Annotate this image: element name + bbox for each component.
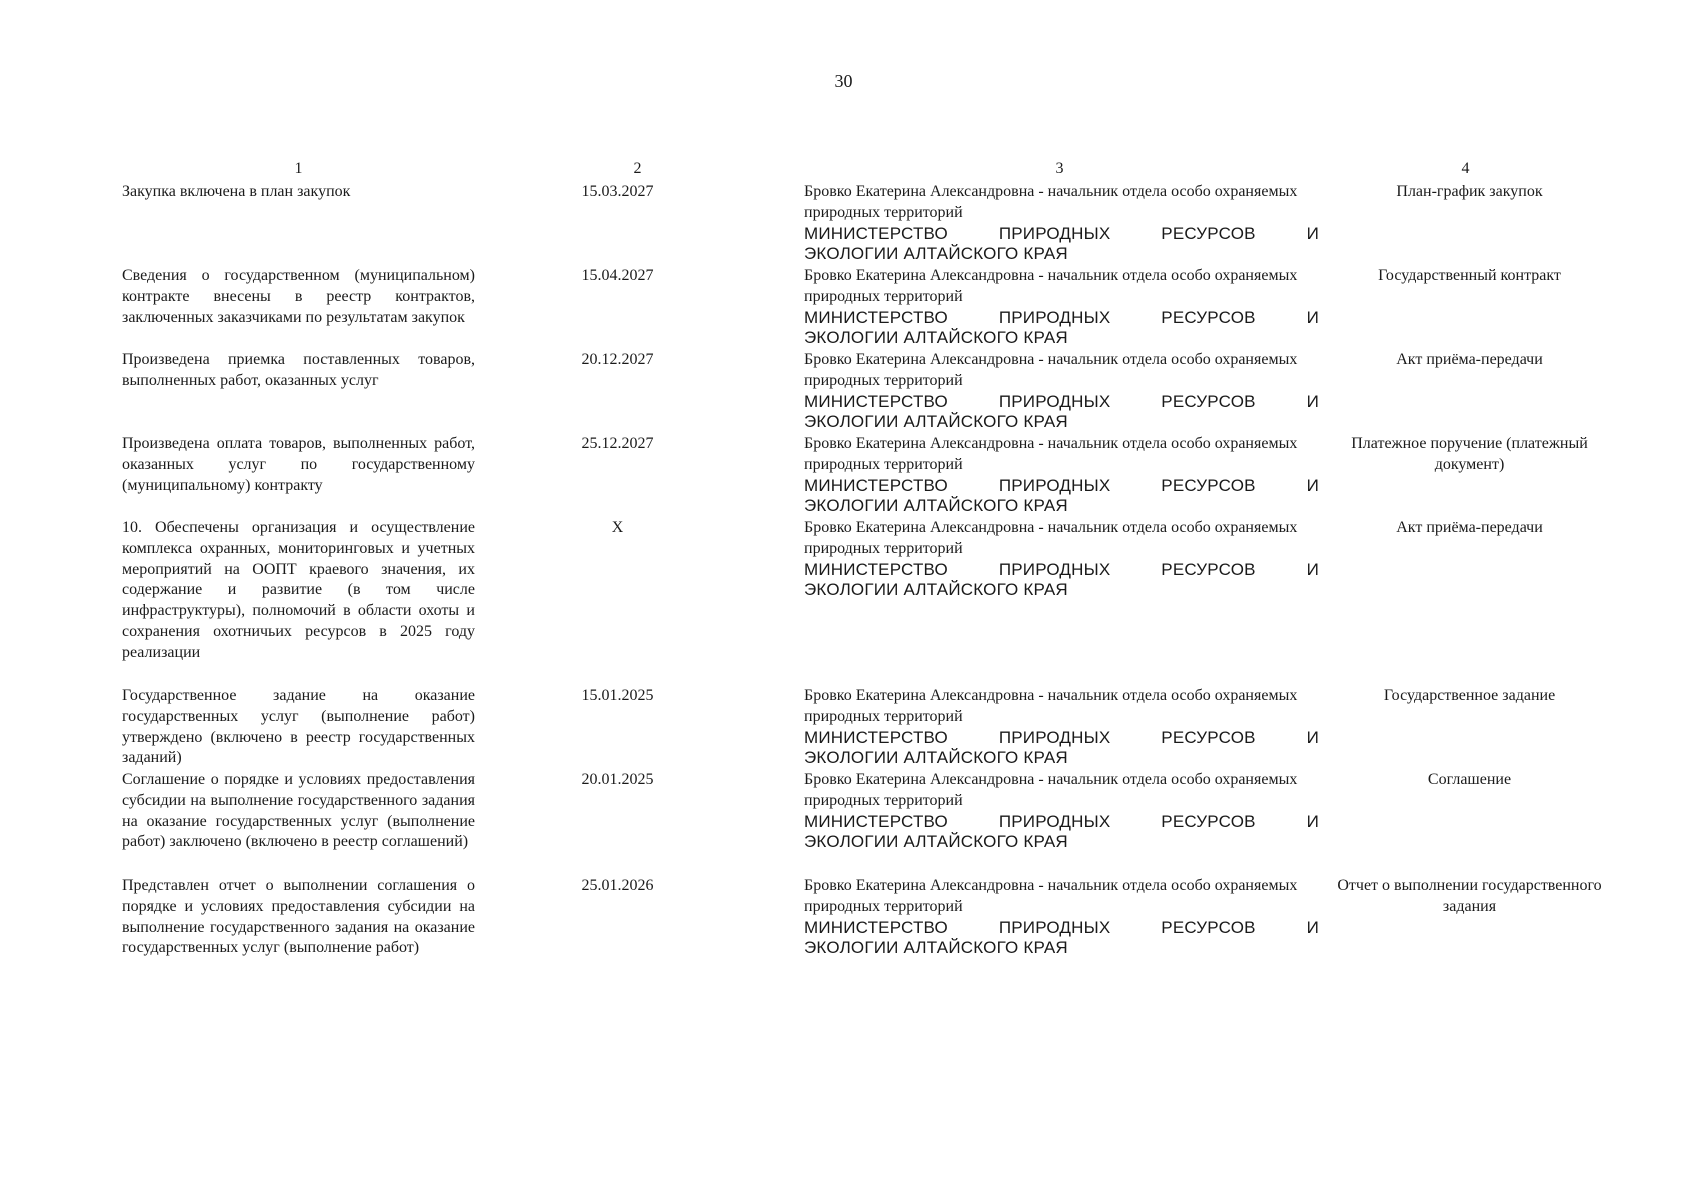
table-header-row — [122, 160, 1612, 182]
org-word: ПРИРОДНЫХ — [998, 811, 1111, 831]
org-word: МИНИСТЕРСТВО — [804, 811, 948, 831]
org-word: МИНИСТЕРСТВО — [804, 559, 948, 579]
event-cell: 10. Обеспечены организация и осуществление комплекса охранных, мониторинговых и учетных мероприятий на ООПТ краевого значения, их содержание и развитие (в том числе инфраструктуры), полномочий в области охоты и сохранения охотничьих ресурсов в 2025 году реализации — [122, 519, 475, 661]
org-word: МИНИСТЕРСТВО — [804, 475, 948, 495]
event-cell: Соглашение о порядке и условиях предоставления субсидии на выполнение государственного задания на оказание государственных услуг (выполнение работ) заключено (включено в реестр соглашений) — [122, 771, 475, 851]
org-line-2: ЭКОЛОГИИ АЛТАЙСКОГО КРАЯ — [804, 244, 1068, 264]
responsible-person: Бровко Екатерина Александровна - начальник отдела особо охраняемых природных территорий — [804, 519, 1298, 557]
deadline-cell: 25.01.2026 — [581, 877, 654, 894]
org-word: И — [1306, 559, 1319, 579]
org-word: ПРИРОДНЫХ — [998, 917, 1111, 937]
responsible-person: Бровко Екатерина Александровна - начальник отдела особо охраняемых природных территорий — [804, 435, 1298, 473]
org-word: И — [1306, 917, 1319, 937]
org-line-2: ЭКОЛОГИИ АЛТАЙСКОГО КРАЯ — [804, 328, 1068, 348]
responsible-person: Бровко Екатерина Александровна - начальник отдела особо охраняемых природных территорий — [804, 183, 1298, 221]
document-cell: Отчет о выполнении государственного задания — [1337, 877, 1602, 915]
org-word: РЕСУРСОВ — [1161, 475, 1256, 495]
responsible-cell — [800, 876, 1319, 982]
org-line-2: ЭКОЛОГИИ АЛТАЙСКОГО КРАЯ — [804, 938, 1068, 958]
table-row — [122, 266, 1612, 350]
organization-name — [804, 560, 1319, 602]
org-word: И — [1306, 811, 1319, 831]
organization-name — [804, 812, 1319, 854]
event-cell: Сведения о государственном (муниципальном) контракте внесены в реестр контрактов, заключенных заказчиками по результатам закупок — [122, 267, 475, 326]
table-row — [122, 434, 1612, 518]
organization-name — [804, 918, 1319, 960]
org-word: И — [1306, 223, 1319, 243]
table-row — [122, 182, 1612, 266]
org-word: ПРИРОДНЫХ — [998, 307, 1111, 327]
deadline-cell: 15.04.2027 — [581, 267, 654, 284]
deadline-cell: 15.03.2027 — [581, 183, 654, 200]
document-cell: План-график закупок — [1396, 183, 1543, 200]
org-word: ПРИРОДНЫХ — [998, 559, 1111, 579]
org-word: МИНИСТЕРСТВО — [804, 391, 948, 411]
deadline-cell: 20.01.2025 — [581, 771, 654, 788]
responsible-cell — [800, 434, 1319, 518]
org-word: РЕСУРСОВ — [1161, 391, 1256, 411]
event-cell: Представлен отчет о выполнении соглашения о порядке и условиях предоставления субсидии на выполнение государственного задания на оказание государственных услуг (выполнение работ) — [122, 877, 475, 957]
org-line-2: ЭКОЛОГИИ АЛТАЙСКОГО КРАЯ — [804, 412, 1068, 432]
column-header-2: 2 — [633, 160, 642, 177]
org-word: РЕСУРСОВ — [1161, 307, 1256, 327]
table-row — [122, 686, 1612, 770]
org-word: МИНИСТЕРСТВО — [804, 223, 948, 243]
document-cell: Акт приёма-передачи — [1396, 519, 1543, 536]
organization-name — [804, 476, 1319, 518]
org-word: И — [1306, 727, 1319, 747]
responsible-cell — [800, 770, 1319, 876]
responsible-person: Бровко Екатерина Александровна - начальник отдела особо охраняемых природных территорий — [804, 877, 1298, 915]
org-word: ПРИРОДНЫХ — [998, 475, 1111, 495]
event-cell: Закупка включена в план закупок — [122, 183, 351, 200]
org-word: РЕСУРСОВ — [1161, 727, 1256, 747]
org-line-2: ЭКОЛОГИИ АЛТАЙСКОГО КРАЯ — [804, 748, 1068, 768]
org-word: ПРИРОДНЫХ — [998, 727, 1111, 747]
responsible-cell — [800, 518, 1319, 686]
org-word: И — [1306, 391, 1319, 411]
document-cell: Государственный контракт — [1378, 267, 1561, 284]
table-row — [122, 770, 1612, 876]
org-word: РЕСУРСОВ — [1161, 223, 1256, 243]
table-row — [122, 876, 1612, 982]
document-cell: Платежное поручение (платежный документ) — [1351, 435, 1588, 473]
column-header-3: 3 — [1055, 160, 1064, 177]
deadline-cell: 15.01.2025 — [581, 687, 654, 704]
table-row — [122, 518, 1612, 686]
document-cell: Акт приёма-передачи — [1396, 351, 1543, 368]
table-row — [122, 350, 1612, 434]
schedule-table — [122, 160, 1612, 982]
document-cell: Государственное задание — [1383, 687, 1556, 704]
org-line-2: ЭКОЛОГИИ АЛТАЙСКОГО КРАЯ — [804, 496, 1068, 516]
org-word: МИНИСТЕРСТВО — [804, 727, 948, 747]
org-word: РЕСУРСОВ — [1161, 559, 1256, 579]
org-line-2: ЭКОЛОГИИ АЛТАЙСКОГО КРАЯ — [804, 580, 1068, 600]
organization-name — [804, 224, 1319, 266]
responsible-person: Бровко Екатерина Александровна - начальник отдела особо охраняемых природных территорий — [804, 351, 1298, 389]
org-word: МИНИСТЕРСТВО — [804, 307, 948, 327]
org-word: РЕСУРСОВ — [1161, 811, 1256, 831]
org-line-2: ЭКОЛОГИИ АЛТАЙСКОГО КРАЯ — [804, 832, 1068, 852]
responsible-cell — [800, 182, 1319, 266]
org-word: И — [1306, 307, 1319, 327]
column-header-1: 1 — [294, 160, 303, 177]
responsible-cell — [800, 266, 1319, 350]
deadline-cell: 25.12.2027 — [581, 435, 654, 452]
responsible-cell — [800, 350, 1319, 434]
table-body — [122, 182, 1612, 982]
organization-name — [804, 308, 1319, 350]
organization-name — [804, 728, 1319, 770]
deadline-cell: 20.12.2027 — [581, 351, 654, 368]
column-header-4: 4 — [1461, 160, 1470, 177]
org-word: МИНИСТЕРСТВО — [804, 917, 948, 937]
org-word: РЕСУРСОВ — [1161, 917, 1256, 937]
page-number: 30 — [834, 71, 853, 91]
responsible-cell — [800, 686, 1319, 770]
org-word: ПРИРОДНЫХ — [998, 223, 1111, 243]
responsible-person: Бровко Екатерина Александровна - начальник отдела особо охраняемых природных территорий — [804, 267, 1298, 305]
event-cell: Произведена оплата товаров, выполненных работ, оказанных услуг по государственному (муниципальному) контракту — [122, 435, 475, 494]
organization-name — [804, 392, 1319, 434]
deadline-cell: X — [611, 519, 624, 536]
responsible-person: Бровко Екатерина Александровна - начальник отдела особо охраняемых природных территорий — [804, 771, 1298, 809]
document-cell: Соглашение — [1427, 771, 1512, 788]
org-word: И — [1306, 475, 1319, 495]
event-cell: Произведена приемка поставленных товаров, выполненных работ, оказанных услуг — [122, 351, 475, 389]
responsible-person: Бровко Екатерина Александровна - начальник отдела особо охраняемых природных территорий — [804, 687, 1298, 725]
event-cell: Государственное задание на оказание государственных услуг (выполнение работ) утверждено (включено в реестр государственных заданий) — [122, 687, 475, 767]
org-word: ПРИРОДНЫХ — [998, 391, 1111, 411]
